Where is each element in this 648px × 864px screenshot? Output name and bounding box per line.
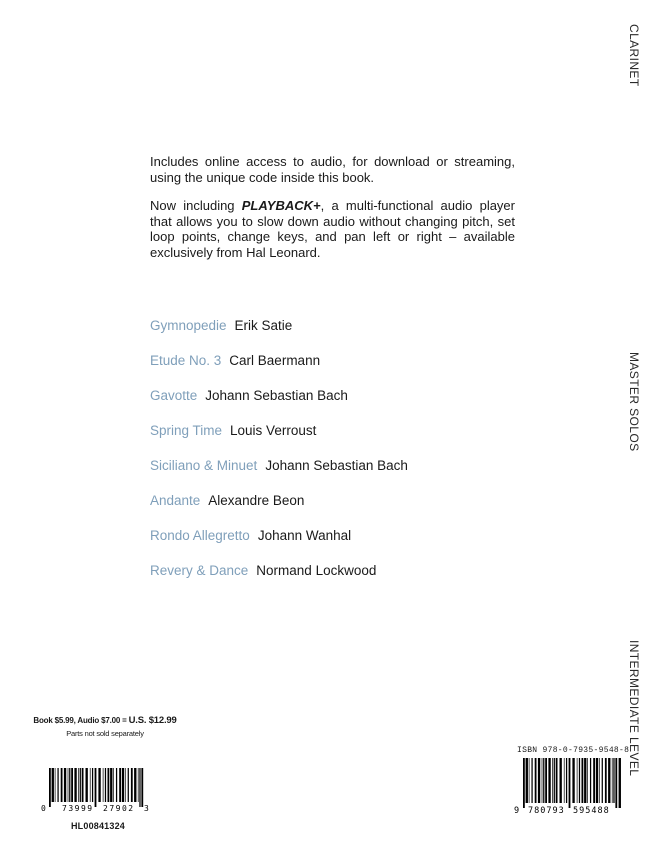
- barcode-bar: [564, 758, 565, 803]
- contents-item: [150, 563, 408, 598]
- barcode-bar: [125, 768, 126, 802]
- intro-text: [150, 154, 515, 260]
- barcode-bar: [587, 758, 588, 803]
- barcode-bar: [572, 758, 574, 803]
- piece-composer: Johann Sebastian Bach: [265, 458, 408, 473]
- upc-bars: [49, 768, 143, 807]
- contents-item: [150, 388, 408, 423]
- barcode-bar: [599, 758, 600, 803]
- intro-paragraph-2-rest: , a multi-functional audio player that allows you to slow down audio without changing pitch, set loop points, change keys, and pan left or right – available exclusively from Hal Leonard.: [150, 198, 515, 260]
- barcode-bar: [579, 758, 580, 803]
- piece-composer: Louis Verroust: [230, 423, 317, 438]
- barcode-bar: [110, 768, 112, 802]
- barcode-bar: [92, 768, 93, 802]
- price-total: U.S. $12.99: [128, 715, 177, 726]
- barcode-bar: [61, 768, 63, 802]
- product-code: HL00841324: [70, 821, 126, 831]
- barcode-bar: [582, 758, 584, 803]
- piece-title: Revery & Dance: [150, 563, 249, 578]
- barcode-bar: [584, 758, 586, 803]
- barcode-bar: [543, 758, 544, 803]
- playback-brand: PLAYBACK+: [241, 198, 321, 213]
- piece-title: Gavotte: [150, 388, 198, 403]
- barcode-bar: [619, 758, 621, 808]
- barcode-bar: [535, 758, 537, 803]
- contents-item: [150, 458, 408, 493]
- barcode-bar: [605, 758, 607, 803]
- barcode-bar: [554, 758, 555, 803]
- piece-title: Siciliano & Minuet: [150, 458, 258, 473]
- isbn-lead-digit: 9: [514, 806, 520, 814]
- piece-title: Spring Time: [150, 423, 223, 438]
- contents-item: [150, 353, 408, 388]
- isbn-label: ISBN 978-0-7935-9548-8: [517, 746, 630, 755]
- barcode-bar: [141, 768, 143, 807]
- barcode-bar: [542, 758, 543, 803]
- barcode-bar: [122, 768, 124, 802]
- barcode-bar: [134, 768, 136, 802]
- price-block: [30, 715, 180, 738]
- piece-title: Andante: [150, 493, 201, 508]
- intro-paragraph-1: Includes online access to audio, for download or streaming, using the unique code inside this book.: [150, 154, 515, 185]
- barcode-bar: [128, 768, 129, 802]
- barcode-bar: [80, 768, 81, 802]
- contents-item: [150, 493, 408, 528]
- barcode-bar: [64, 768, 66, 802]
- contents-item: [150, 528, 408, 563]
- barcode-bar: [613, 758, 614, 803]
- barcode-bar: [105, 768, 106, 802]
- barcode-bar: [82, 768, 84, 802]
- piece-composer: Normand Lockwood: [256, 563, 377, 578]
- barcode-bar: [69, 768, 70, 802]
- barcode-bar: [52, 768, 54, 802]
- barcode-bar: [68, 768, 69, 802]
- contents-item: [150, 423, 408, 458]
- piece-composer: Johann Wanhal: [257, 528, 352, 543]
- piece-title: Gymnopedie: [150, 318, 227, 333]
- piece-title: Etude No. 3: [150, 353, 222, 368]
- barcode-bar: [131, 768, 133, 802]
- barcode-bar: [531, 758, 532, 803]
- price-components: Book $5.99, Audio $7.00 =: [33, 716, 129, 725]
- barcode-bar: [612, 758, 613, 803]
- barcode-bar: [548, 758, 550, 803]
- barcode-bar: [55, 768, 56, 802]
- upc-right-group: 27902: [103, 804, 135, 812]
- barcode-bar: [526, 758, 528, 803]
- piece-composer: Alexandre Beon: [208, 493, 305, 508]
- barcode-bar: [545, 758, 547, 803]
- barcode-bar: [590, 758, 591, 803]
- price-line: [30, 715, 180, 726]
- barcode-bar: [615, 758, 617, 808]
- barcode-bar: [523, 758, 525, 808]
- barcode-bar: [95, 768, 97, 807]
- piece-composer: Johann Sebastian Bach: [205, 388, 348, 403]
- barcode-bar: [593, 758, 595, 803]
- upc-lead-digit: 0: [41, 804, 46, 812]
- barcode-bar: [602, 758, 603, 803]
- barcode-bar: [560, 758, 562, 803]
- spine-instrument: CLARINET: [627, 24, 641, 87]
- barcode-bar: [90, 768, 91, 802]
- barcode-bar: [119, 768, 121, 802]
- barcode-bar: [608, 758, 610, 803]
- barcode-bar: [556, 758, 558, 803]
- barcode-bar: [552, 758, 553, 803]
- piece-title: Rondo Allegretto: [150, 528, 250, 543]
- barcode-bar: [566, 758, 567, 803]
- barcode-bar: [74, 768, 76, 802]
- isbn-barcode: [513, 758, 623, 814]
- barcode-bar: [116, 768, 117, 802]
- barcode-bar: [71, 768, 73, 802]
- barcode-bar: [108, 768, 110, 802]
- contents-item: [150, 318, 408, 353]
- barcode-bar: [139, 768, 140, 807]
- barcode-bar: [538, 758, 540, 803]
- barcode-bar: [49, 768, 51, 807]
- barcode-bar: [138, 768, 139, 802]
- barcode-bar: [596, 758, 598, 803]
- spine-level: INTERMEDIATE LEVEL: [627, 640, 641, 777]
- isbn-bars: [523, 758, 621, 808]
- barcode-bar: [98, 768, 100, 802]
- barcode-bar: [569, 758, 571, 808]
- intro-paragraph-2: [150, 198, 515, 260]
- spine-series: MASTER SOLOS: [627, 352, 641, 452]
- isbn-right-group: 595488: [573, 806, 610, 814]
- barcode-bar: [78, 768, 79, 802]
- upc-barcode: [40, 768, 150, 812]
- intro-paragraph-2-lead: Now including: [150, 198, 242, 213]
- barcode-bar: [103, 768, 104, 802]
- parts-note: Parts not sold separately: [66, 729, 144, 738]
- upc-check-digit: 3: [144, 804, 149, 812]
- barcode-bar: [577, 758, 578, 803]
- barcode-bar: [529, 758, 530, 803]
- barcode-bar: [86, 768, 88, 802]
- barcode-bar: [113, 768, 114, 802]
- contents-list: [150, 318, 408, 598]
- isbn-left-group: 780793: [528, 806, 565, 814]
- barcode-bar: [57, 768, 58, 802]
- upc-left-group: 73999: [62, 804, 94, 812]
- piece-composer: Erik Satie: [234, 318, 293, 333]
- piece-composer: Carl Baermann: [229, 353, 321, 368]
